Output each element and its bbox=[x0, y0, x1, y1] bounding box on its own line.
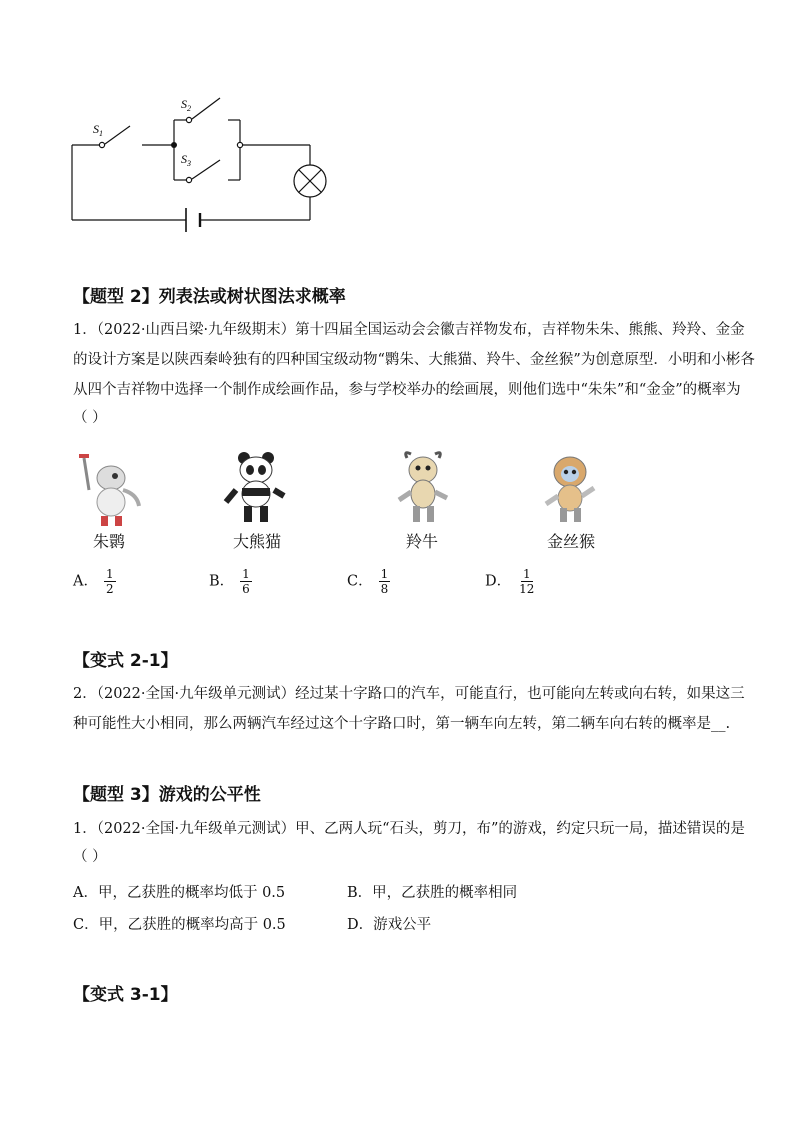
fraction-denominator: 12 bbox=[519, 582, 535, 596]
choice-c[interactable] bbox=[347, 567, 390, 596]
choice-letter: A． bbox=[73, 573, 98, 590]
fraction bbox=[240, 567, 252, 596]
mascot-giant-panda-image bbox=[222, 450, 288, 528]
choice-a[interactable]: A．甲，乙获胜的概率均低于 0.5 bbox=[73, 885, 286, 901]
text-line: （ ） bbox=[73, 849, 107, 865]
fraction-numerator: 1 bbox=[380, 567, 389, 581]
fraction-numerator: 1 bbox=[242, 567, 250, 581]
text-line: 2．（2022·全国·九年级单元测试）经过某十字路口的汽车，可能直行，也可能向左转或向右转，如果这三 bbox=[73, 686, 745, 702]
question-3-1-text bbox=[73, 816, 745, 870]
fraction-numerator: 1 bbox=[105, 567, 114, 581]
text-line: 从四个吉祥物中选择一个制作成绘画作品，参与学校举办的绘画展，则他们选中“朱朱”和“金金”的概率为 bbox=[73, 382, 741, 398]
fraction bbox=[517, 567, 536, 596]
fraction-denominator: 2 bbox=[105, 582, 114, 596]
choice-b[interactable] bbox=[209, 567, 252, 596]
mascot-takin-image bbox=[393, 450, 453, 528]
text-line: 种可能性大小相同，那么两辆汽车经过这个十字路口时，第一辆车向左转，第二辆车向右转的概率是__. bbox=[73, 716, 731, 732]
text-line: 1．（2022·全国·九年级单元测试）甲、乙两人玩“石头，剪刀，布”的游戏，约定只玩一局，描述错误的是 bbox=[73, 821, 745, 837]
question-variant-2-1-text bbox=[73, 681, 745, 737]
text-line: （ ） bbox=[73, 410, 107, 426]
switch-s2-label: $S_2$ bbox=[181, 97, 191, 113]
switch-s1-label: $S_1$ bbox=[93, 122, 103, 138]
mascot-label: 羚牛 bbox=[406, 532, 439, 551]
choice-letter: B． bbox=[209, 573, 235, 590]
fraction bbox=[104, 567, 116, 596]
mascot-crested-ibis-image bbox=[75, 450, 147, 530]
choice-a[interactable] bbox=[73, 567, 116, 596]
choice-d[interactable] bbox=[485, 567, 536, 596]
variant-heading-2-1: 【变式 2-1】 bbox=[73, 651, 178, 671]
mascot-label: 金丝猴 bbox=[547, 532, 596, 551]
fraction-numerator: 1 bbox=[522, 567, 531, 581]
text-line: 1．（2022·山西吕梁·九年级期末）第十四届全国运动会会徽吉祥物发布，吉祥物朱朱、熊熊、羚羚、金金 bbox=[73, 322, 745, 338]
mascot-label: 朱鹮 bbox=[93, 532, 126, 551]
choice-letter: D． bbox=[485, 573, 512, 590]
section-heading-2: 【题型 2】列表法或树状图法求概率 bbox=[73, 287, 346, 307]
question-2-1-text bbox=[73, 317, 755, 431]
variant-heading-3-1: 【变式 3-1】 bbox=[73, 985, 178, 1005]
fraction-denominator: 6 bbox=[242, 582, 250, 596]
fraction-denominator: 8 bbox=[380, 582, 389, 596]
mascot-golden-monkey-image bbox=[538, 452, 602, 528]
choice-d[interactable]: D．游戏公平 bbox=[347, 917, 432, 933]
switch-s3-label: $S_3$ bbox=[181, 152, 191, 168]
mascot-label: 大熊猫 bbox=[233, 532, 282, 551]
choice-c[interactable]: C．甲，乙获胜的概率均高于 0.5 bbox=[73, 917, 286, 933]
section-heading-3: 【题型 3】游戏的公平性 bbox=[73, 785, 261, 805]
fraction bbox=[379, 567, 391, 596]
circuit-diagram bbox=[60, 88, 350, 238]
text-line: 的设计方案是以陕西秦岭独有的四种国宝级动物“鹮朱、大熊猫、羚牛、金丝猴”为创意原型．小明和小彬各 bbox=[73, 352, 755, 368]
choice-letter: C． bbox=[347, 573, 373, 590]
choice-b[interactable]: B．甲，乙获胜的概率相同 bbox=[347, 885, 518, 901]
